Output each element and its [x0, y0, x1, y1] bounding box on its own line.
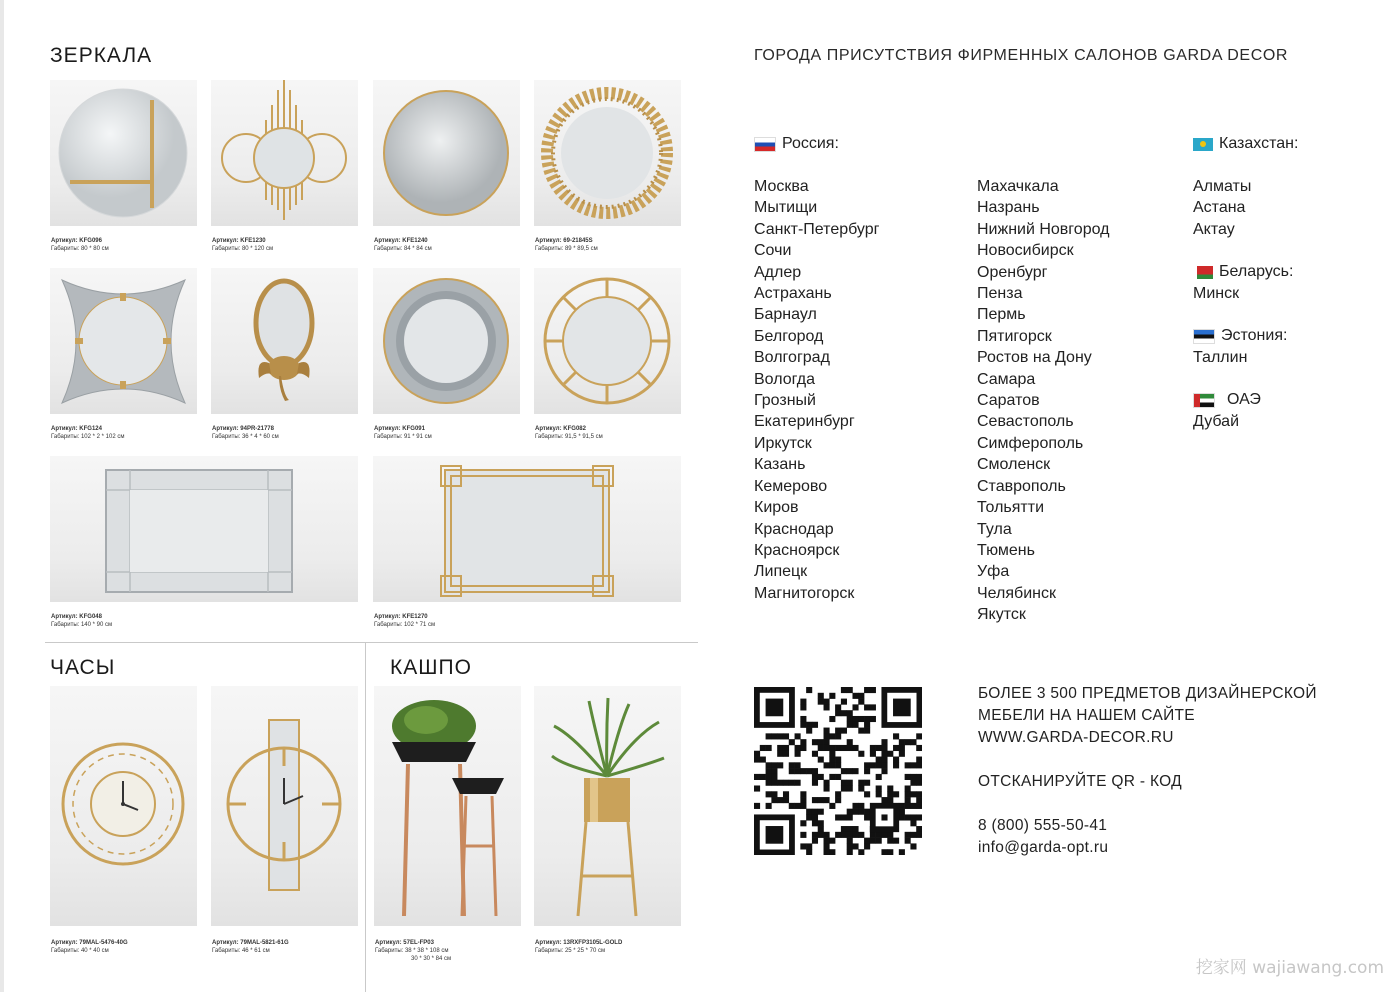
city-item: Липецк [754, 563, 808, 581]
caption-mirror-3: Артикул: KFE1240 Габариты: 84 * 84 см [374, 238, 432, 252]
mirror-7-illustration [373, 268, 520, 414]
city-item: Красноярск [754, 541, 840, 559]
product-image-mirror-3[interactable] [373, 80, 520, 226]
city-item: Актау [1193, 220, 1235, 238]
mirror-3-illustration [373, 80, 520, 226]
caption-mirror-5: Артикул: KFG124 Габариты: 102 * 2 * 102 см [51, 426, 125, 440]
city-item: Минск [1193, 285, 1240, 302]
country-belarus [1193, 263, 1293, 281]
product-image-clock-2[interactable] [211, 686, 358, 926]
city-item: Москва [754, 178, 809, 195]
city-item: Грозный [754, 392, 816, 410]
mirror-4-illustration [534, 80, 681, 226]
caption-mirror-10: Артикул: KFE1270 Габариты: 102 * 71 см [374, 614, 436, 628]
city-item: Астрахань [754, 285, 832, 303]
caption-mirror-1: Артикул: KFG096 Габариты: 80 * 80 см [51, 238, 109, 252]
stores-title: ГОРОДА ПРИСУТСТВИЯ ФИРМЕННЫХ САЛОНОВ GARDA DECOR [754, 47, 1289, 64]
city-item: Севастополь [977, 413, 1074, 431]
city-item: Тюмень [977, 541, 1035, 559]
planter-2-illustration [534, 686, 681, 926]
promo-line-1: БОЛЕЕ 3 500 ПРЕДМЕТОВ ДИЗАЙНЕРСКОЙ [978, 685, 1317, 702]
country-estonia [1193, 327, 1287, 345]
city-list-kazakhstan [1193, 176, 1251, 240]
caption-planter-1: Артикул: 57EL-FP03 Габариты: 38 * 38 * 108 см 30 * 30 * 84 см [375, 940, 452, 962]
clock-1-illustration [50, 686, 197, 926]
mirror-6-illustration [211, 268, 358, 414]
city-item: Сочи [754, 242, 792, 260]
product-image-mirror-8[interactable] [534, 268, 681, 414]
mirror-9-illustration [50, 456, 358, 602]
product-image-mirror-4[interactable] [534, 80, 681, 226]
city-item: Кемерово [754, 477, 828, 495]
product-image-mirror-7[interactable] [373, 268, 520, 414]
country-uae [1193, 391, 1261, 409]
section-title-mirrors: ЗЕРКАЛА [50, 44, 153, 67]
product-image-mirror-5[interactable] [50, 268, 197, 414]
city-item: Барнаул [754, 306, 817, 324]
section-divider-horizontal [45, 642, 698, 643]
product-image-planter-2[interactable] [534, 686, 681, 926]
clock-2-illustration [211, 686, 358, 926]
promo-line-2: МЕБЕЛИ НА НАШЕМ САЙТЕ [978, 707, 1195, 724]
product-image-planter-1[interactable] [374, 686, 521, 926]
country-label-belarus: Беларусь: [1219, 263, 1294, 280]
city-item: Таллин [1193, 349, 1248, 366]
city-item: Уфа [977, 563, 1010, 581]
scan-qr-text: ОТСКАНИРУЙТЕ QR - КОД [978, 773, 1182, 790]
product-image-clock-1[interactable] [50, 686, 197, 926]
country-label-uae: ОАЭ [1227, 391, 1261, 408]
city-item: Якутск [977, 606, 1026, 624]
caption-mirror-6: Артикул: 94PR-21778 Габариты: 36 * 4 * 60 см [212, 426, 279, 440]
city-item: Тула [977, 520, 1012, 538]
section-title-planters: КАШПО [390, 656, 472, 679]
city-list-belarus [1193, 283, 1239, 304]
qr-code[interactable] [754, 687, 922, 855]
country-label-estonia: Эстония: [1221, 327, 1288, 344]
country-label-kazakhstan: Казахстан: [1219, 135, 1299, 152]
city-item: Пенза [977, 285, 1023, 303]
belarus-flag-icon [1193, 266, 1213, 279]
city-item: Астана [1193, 199, 1246, 217]
city-item: Белгород [754, 327, 824, 345]
city-item: Симферополь [977, 434, 1084, 452]
mirror-1-illustration [50, 80, 197, 226]
city-item: Новосибирск [977, 242, 1074, 260]
city-item: Волгоград [754, 349, 830, 367]
city-list-estonia [1193, 347, 1247, 368]
left-edge-strip [0, 0, 4, 992]
mirror-2-illustration [211, 80, 358, 226]
city-item: Краснодар [754, 520, 834, 538]
city-item: Адлер [754, 263, 802, 281]
caption-mirror-8: Артикул: KFG082 Габариты: 91,5 * 91,5 см [535, 426, 603, 440]
city-item: Вологда [754, 370, 815, 388]
city-item: Магнитогорск [754, 584, 855, 602]
caption-mirror-7: Артикул: KFG091 Габариты: 91 * 91 см [374, 426, 432, 440]
country-kazakhstan [1193, 135, 1298, 153]
email-link[interactable]: info@garda-opt.ru [978, 839, 1109, 856]
city-item: Ставрополь [977, 477, 1066, 495]
city-item: Казань [754, 456, 806, 474]
city-item: Иркутск [754, 434, 812, 452]
section-divider-vertical [365, 643, 366, 992]
qr-code-icon [754, 687, 922, 855]
city-item: Мытищи [754, 199, 818, 217]
phone-number[interactable]: 8 (800) 555-50-41 [978, 817, 1108, 834]
city-item: Пятигорск [977, 327, 1052, 345]
caption-mirror-4: Артикул: 69-21845S Габариты: 89 * 89,5 см [535, 238, 598, 252]
watermark: 挖家网 wajiawang.com [1195, 958, 1384, 978]
city-item: Алматы [1193, 178, 1252, 195]
city-item: Нижний Новгород [977, 220, 1110, 238]
uae-flag-icon [1193, 393, 1215, 408]
city-item: Оренбург [977, 263, 1048, 281]
city-item: Санкт-Петербург [754, 220, 880, 238]
city-item: Киров [754, 499, 799, 517]
city-item: Тольятти [977, 499, 1044, 517]
city-item: Пермь [977, 306, 1026, 324]
product-image-mirror-6[interactable] [211, 268, 358, 414]
city-item: Екатеринбург [754, 413, 855, 431]
product-image-mirror-2[interactable] [211, 80, 358, 226]
city-item: Ростов на Дону [977, 349, 1092, 367]
city-item: Махачкала [977, 178, 1059, 195]
caption-clock-1: Артикул: 79MAL-5476-40G Габариты: 40 * 40 см [51, 940, 128, 954]
city-list-russia-col2 [977, 176, 1109, 626]
product-image-mirror-10[interactable] [373, 456, 681, 602]
city-list-uae [1193, 411, 1239, 432]
city-item: Саратов [977, 392, 1040, 410]
mirror-5-illustration [50, 268, 197, 414]
caption-mirror-2: Артикул: KFE1230 Габариты: 80 * 120 см [212, 238, 274, 252]
caption-mirror-9: Артикул: KFG048 Габариты: 140 * 90 см [51, 614, 113, 628]
mirror-10-illustration [373, 456, 681, 602]
city-list-russia-col1 [754, 176, 879, 604]
russia-flag-icon [754, 137, 776, 152]
caption-clock-2: Артикул: 79MAL-5821-61G Габариты: 46 * 61 см [212, 940, 289, 954]
product-image-mirror-9[interactable] [50, 456, 358, 602]
estonia-flag-icon [1193, 329, 1215, 344]
product-image-mirror-1[interactable] [50, 80, 197, 226]
planter-1-illustration [374, 686, 521, 926]
promo-block [978, 683, 1317, 749]
section-title-clocks: ЧАСЫ [50, 656, 116, 679]
city-item: Назрань [977, 199, 1040, 217]
website-link[interactable]: WWW.GARDA-DECOR.RU [978, 729, 1174, 746]
kazakhstan-flag-icon [1193, 138, 1213, 151]
city-item: Дубай [1193, 413, 1239, 430]
city-item: Челябинск [977, 584, 1056, 602]
city-item: Смоленск [977, 456, 1051, 474]
caption-planter-2: Артикул: 13RXFP3105L-GOLD Габариты: 25 * 25 * 70 см [535, 940, 623, 954]
city-item: Самара [977, 370, 1036, 388]
country-russia [754, 135, 839, 153]
country-label-russia: Россия: [782, 135, 839, 152]
mirror-8-illustration [534, 268, 681, 414]
